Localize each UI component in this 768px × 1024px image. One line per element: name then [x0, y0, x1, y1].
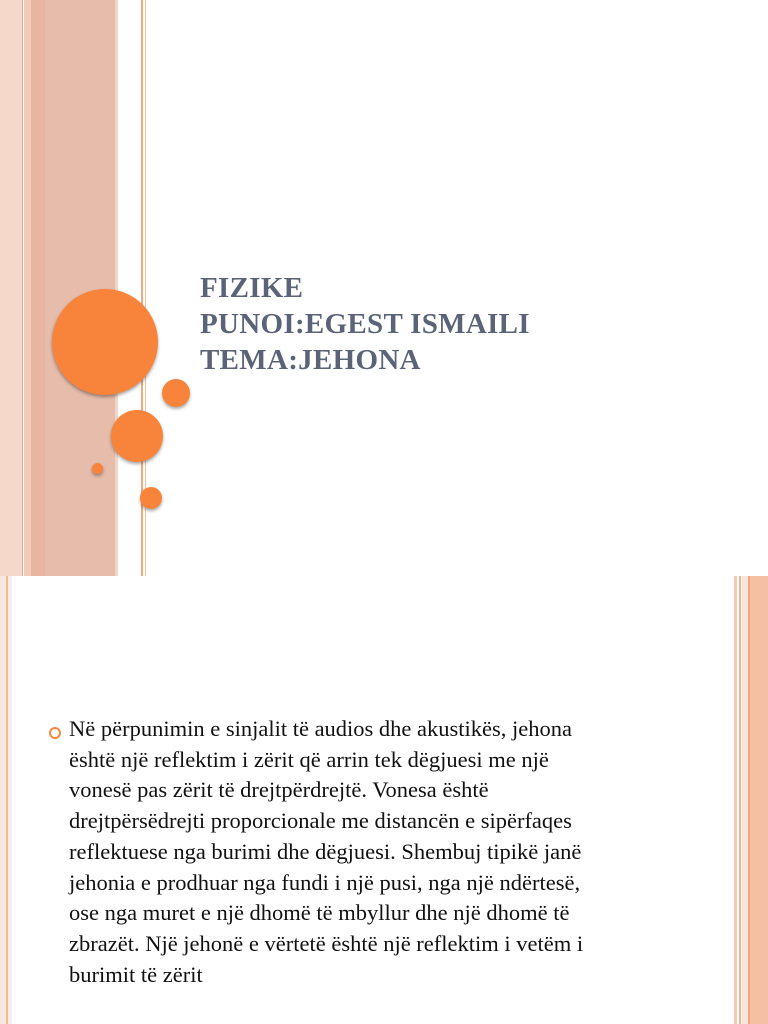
bullet-line: jehonia e prodhuar nga fundi i një pusi, nga një ndërtesë,	[69, 869, 581, 895]
decorative-stripe	[22, 0, 23, 576]
title-line-topic: TEMA:JEHONA	[200, 344, 421, 376]
decorative-stripe	[45, 0, 115, 576]
title-line-subject: FIZIKE	[200, 272, 304, 304]
decorative-stripe	[8, 576, 12, 1024]
decorative-circle-small	[140, 487, 162, 509]
bullet-line: vonesë pas zërit të drejtpërdrejtë. Vonesa është	[69, 777, 489, 803]
circle-bullet-icon	[49, 727, 61, 739]
decorative-stripe	[739, 576, 741, 1024]
decorative-circle-small	[162, 379, 190, 407]
decorative-stripe	[115, 0, 118, 576]
bullet-line: Në përpunimin e sinjalit të audios dhe akustikës, jehona	[69, 716, 573, 741]
decorative-stripe	[0, 0, 22, 576]
bullet-line: reflektuese nga burimi dhe dëgjuesi. Shembuj tipikë janë	[69, 838, 582, 864]
decorative-stripe	[734, 576, 737, 1024]
bullet-line: ose nga muret e një dhomë të mbyllur dhe një dhomë të	[69, 900, 570, 926]
decorative-stripe	[750, 576, 768, 1024]
bullet-line: burimit të zërit	[69, 961, 203, 987]
bullet-line: është një reflektim i zërit që arrin tek dëgjuesi me një	[69, 746, 549, 772]
content-slide	[0, 576, 768, 1024]
decorative-circle-medium	[111, 410, 163, 462]
bullet-line: drejtpërsëdrejti proporcionale me distancën e sipërfaqes	[69, 808, 572, 834]
decorative-circle-tiny	[92, 463, 103, 474]
decorative-stripe	[24, 0, 31, 576]
decorative-stripe	[31, 0, 45, 576]
decorative-circle-large	[52, 289, 158, 395]
title-line-author: PUNOI:EGEST ISMAILI	[200, 308, 530, 340]
bullet-paragraph	[69, 714, 669, 990]
slide-title	[200, 270, 530, 378]
bullet-line: zbrazët. Një jehonë e vërtetë është një reflektim i vetëm i	[69, 930, 584, 956]
